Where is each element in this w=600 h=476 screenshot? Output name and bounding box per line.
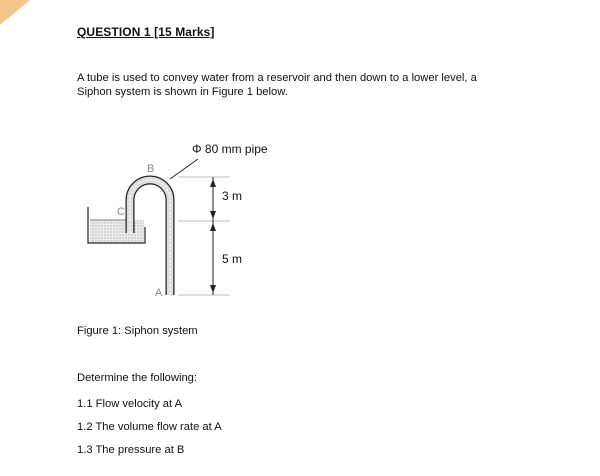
dim-5m-label: 5 m	[222, 252, 243, 266]
task-list	[77, 398, 222, 467]
dim-5m-arrow-down	[210, 285, 216, 293]
dim-3m-label: 3 m	[222, 189, 243, 203]
dim-5m-arrow-up	[210, 223, 216, 231]
dim-3m-arrow-up	[210, 179, 216, 187]
task-prompt: Determine the following:	[77, 372, 198, 384]
pipe-leader-line	[170, 159, 198, 179]
point-c-label: C	[117, 206, 125, 218]
intro-line-2: Siphon system is shown in Figure 1 below.	[77, 86, 288, 98]
task-item: 1.3 The pressure at B	[77, 444, 185, 456]
reservoir-water	[90, 220, 144, 243]
dim-3m-arrow-down	[210, 211, 216, 219]
siphon-figure	[80, 135, 310, 310]
question-heading: QUESTION 1 [15 Marks]	[77, 25, 215, 39]
intro-line-1: A tube is used to convey water from a reservoir and then down to a lower level, a	[77, 72, 477, 84]
pipe-label: Φ 80 mm pipe	[192, 142, 268, 156]
task-item: 1.2 The volume flow rate at A	[77, 421, 222, 433]
figure-caption: Figure 1: Siphon system	[77, 325, 198, 337]
point-a-label: A	[155, 287, 163, 299]
task-item: 1.1 Flow velocity at A	[77, 398, 183, 410]
point-b-label: B	[147, 163, 155, 175]
page-corner-fold	[0, 0, 40, 30]
question-intro	[77, 71, 517, 99]
